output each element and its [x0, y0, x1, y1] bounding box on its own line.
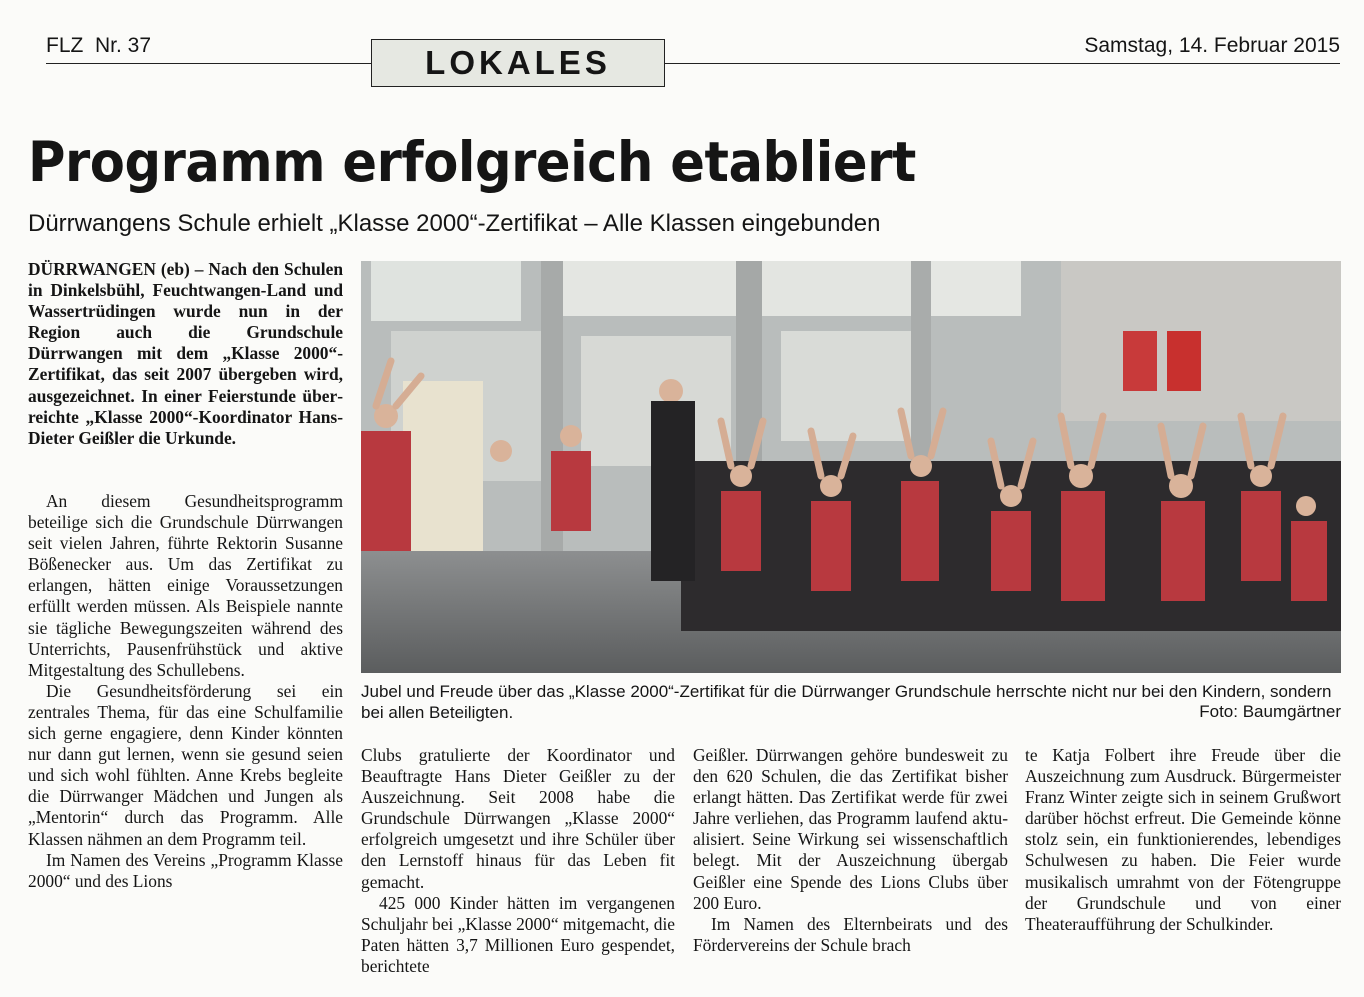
article-photo — [361, 261, 1341, 673]
dateline: DÜRRWANGEN (eb) – — [28, 259, 204, 279]
body-paragraph: te Katja Folbert ihre Freude über die Auszeichnung zum Ausdruck. Bürgermeister Franz Winter zeigte sich in seinem Grußwort darüber höchst erfreut. Die Gemeinde könne stolz sein, ein funktionierendes, lebendiges Schulwesen zu haben. Die Feier wurde musikalisch umrahmt von der Fötengruppe der Grundschule und von einer Theateraufführung der Schulkinder. — [1025, 745, 1341, 934]
body-paragraph: Clubs gratulierte der Koordinator und Beauftragte Hans Dieter Geißler zu der Auszeichnung. Seit 2008 habe die Grundschule Dürrwangen „Klasse 2000“ erfolgreich umgesetzt und ihre Schüler über den Lernstoff hinaus für das Leben fit gemacht. — [361, 745, 675, 892]
section-label: LOKALES — [371, 39, 665, 87]
header-rule — [46, 63, 1340, 64]
article-column-1 — [28, 491, 343, 892]
lead-paragraph — [28, 259, 343, 449]
headline: Programm erfolgreich etabliert — [28, 130, 916, 194]
photo-caption: Jubel und Freude über das „Klasse 2000“-Zertifikat für die Dürrwanger Grundschule herrschte nicht nur bei den Kindern, sondern bei allen Beteiligten. — [361, 682, 1332, 722]
body-paragraph: Im Namen des Elternbeirats und des Fördervereins der Schule brach — [693, 913, 1008, 955]
body-paragraph: Die Gesundheitsförderung sei ein zentrales Thema, für das eine Schulfamilie sich gerne engagiere, denn Kinder könnten nur dann gut lernen, wenn sie gesund seien und sich wohl fühlten. Anne Krebs begleite die Dürrwanger Mädchen und Jungen als „Mentorin“ durch das Programm. Alle Klassen nähmen an dem Programm teil. — [28, 680, 343, 849]
body-paragraph: 425 000 Kinder hätten im vergangenen Schuljahr bei „Klasse 2000“ mitgemacht, die Paten hätten 3,7 Millionen Euro gespendet, berichtete — [361, 892, 675, 976]
newspaper-issue: FLZ Nr. 37 — [46, 34, 152, 57]
body-paragraph: Im Namen des Vereins „Programm Klasse 2000“ und des Lions — [28, 849, 343, 891]
photo-credit: Foto: Baumgärtner — [1199, 702, 1341, 721]
lead-text: Nach den Schulen in Dinkelsbühl, Feuchtwangen-Land und Wassertrüdingen wurde nun in der Region auch die Grundschule Dürrwangen mit dem „Klasse 2000“-Zertifikat, das seit 2007 übergeben wird, ausgezeichnet. In einer Feierstunde überreichte „Klasse 2000“-Koordinator Hans-Dieter Geißler die Urkunde. — [28, 259, 343, 448]
body-paragraph: An diesem Gesundheitsprogramm beteilige sich die Grundschule Dürrwangen seit vielen Jahren, führte Rektorin Susanne Bößenecker aus. Um das Zertifikat zu erlangen, hätten einige Voraussetzungen erfüllt werden müssen. Als Beispiele nannte sie tägliche Bewegungszeiten während des Unterrichts, Pausenfrühstück und aktive Mitgestaltung des Schullebens. — [28, 491, 343, 680]
subheadline: Dürrwangens Schule erhielt „Klasse 2000“-Zertifikat – Alle Klassen eingebunden — [28, 210, 881, 237]
article-column-4 — [1025, 745, 1341, 935]
article-column-3 — [693, 745, 1008, 956]
article-column-2 — [361, 745, 675, 977]
body-paragraph: Geißler. Dürrwangen gehöre bundesweit zu den 620 Schulen, die das Zertifikat bisher erlangt hätten. Das Zertifikat werde für zwei Jahre verliehen, das Programm laufend aktualisiert. Seine Wirkung sei wissenschaftlich belegt. Mit der Auszeichnung übergab Geißler eine Spende des Lions Clubs über 200 Euro. — [693, 745, 1008, 913]
issue-date: Samstag, 14. Februar 2015 — [1084, 34, 1340, 57]
